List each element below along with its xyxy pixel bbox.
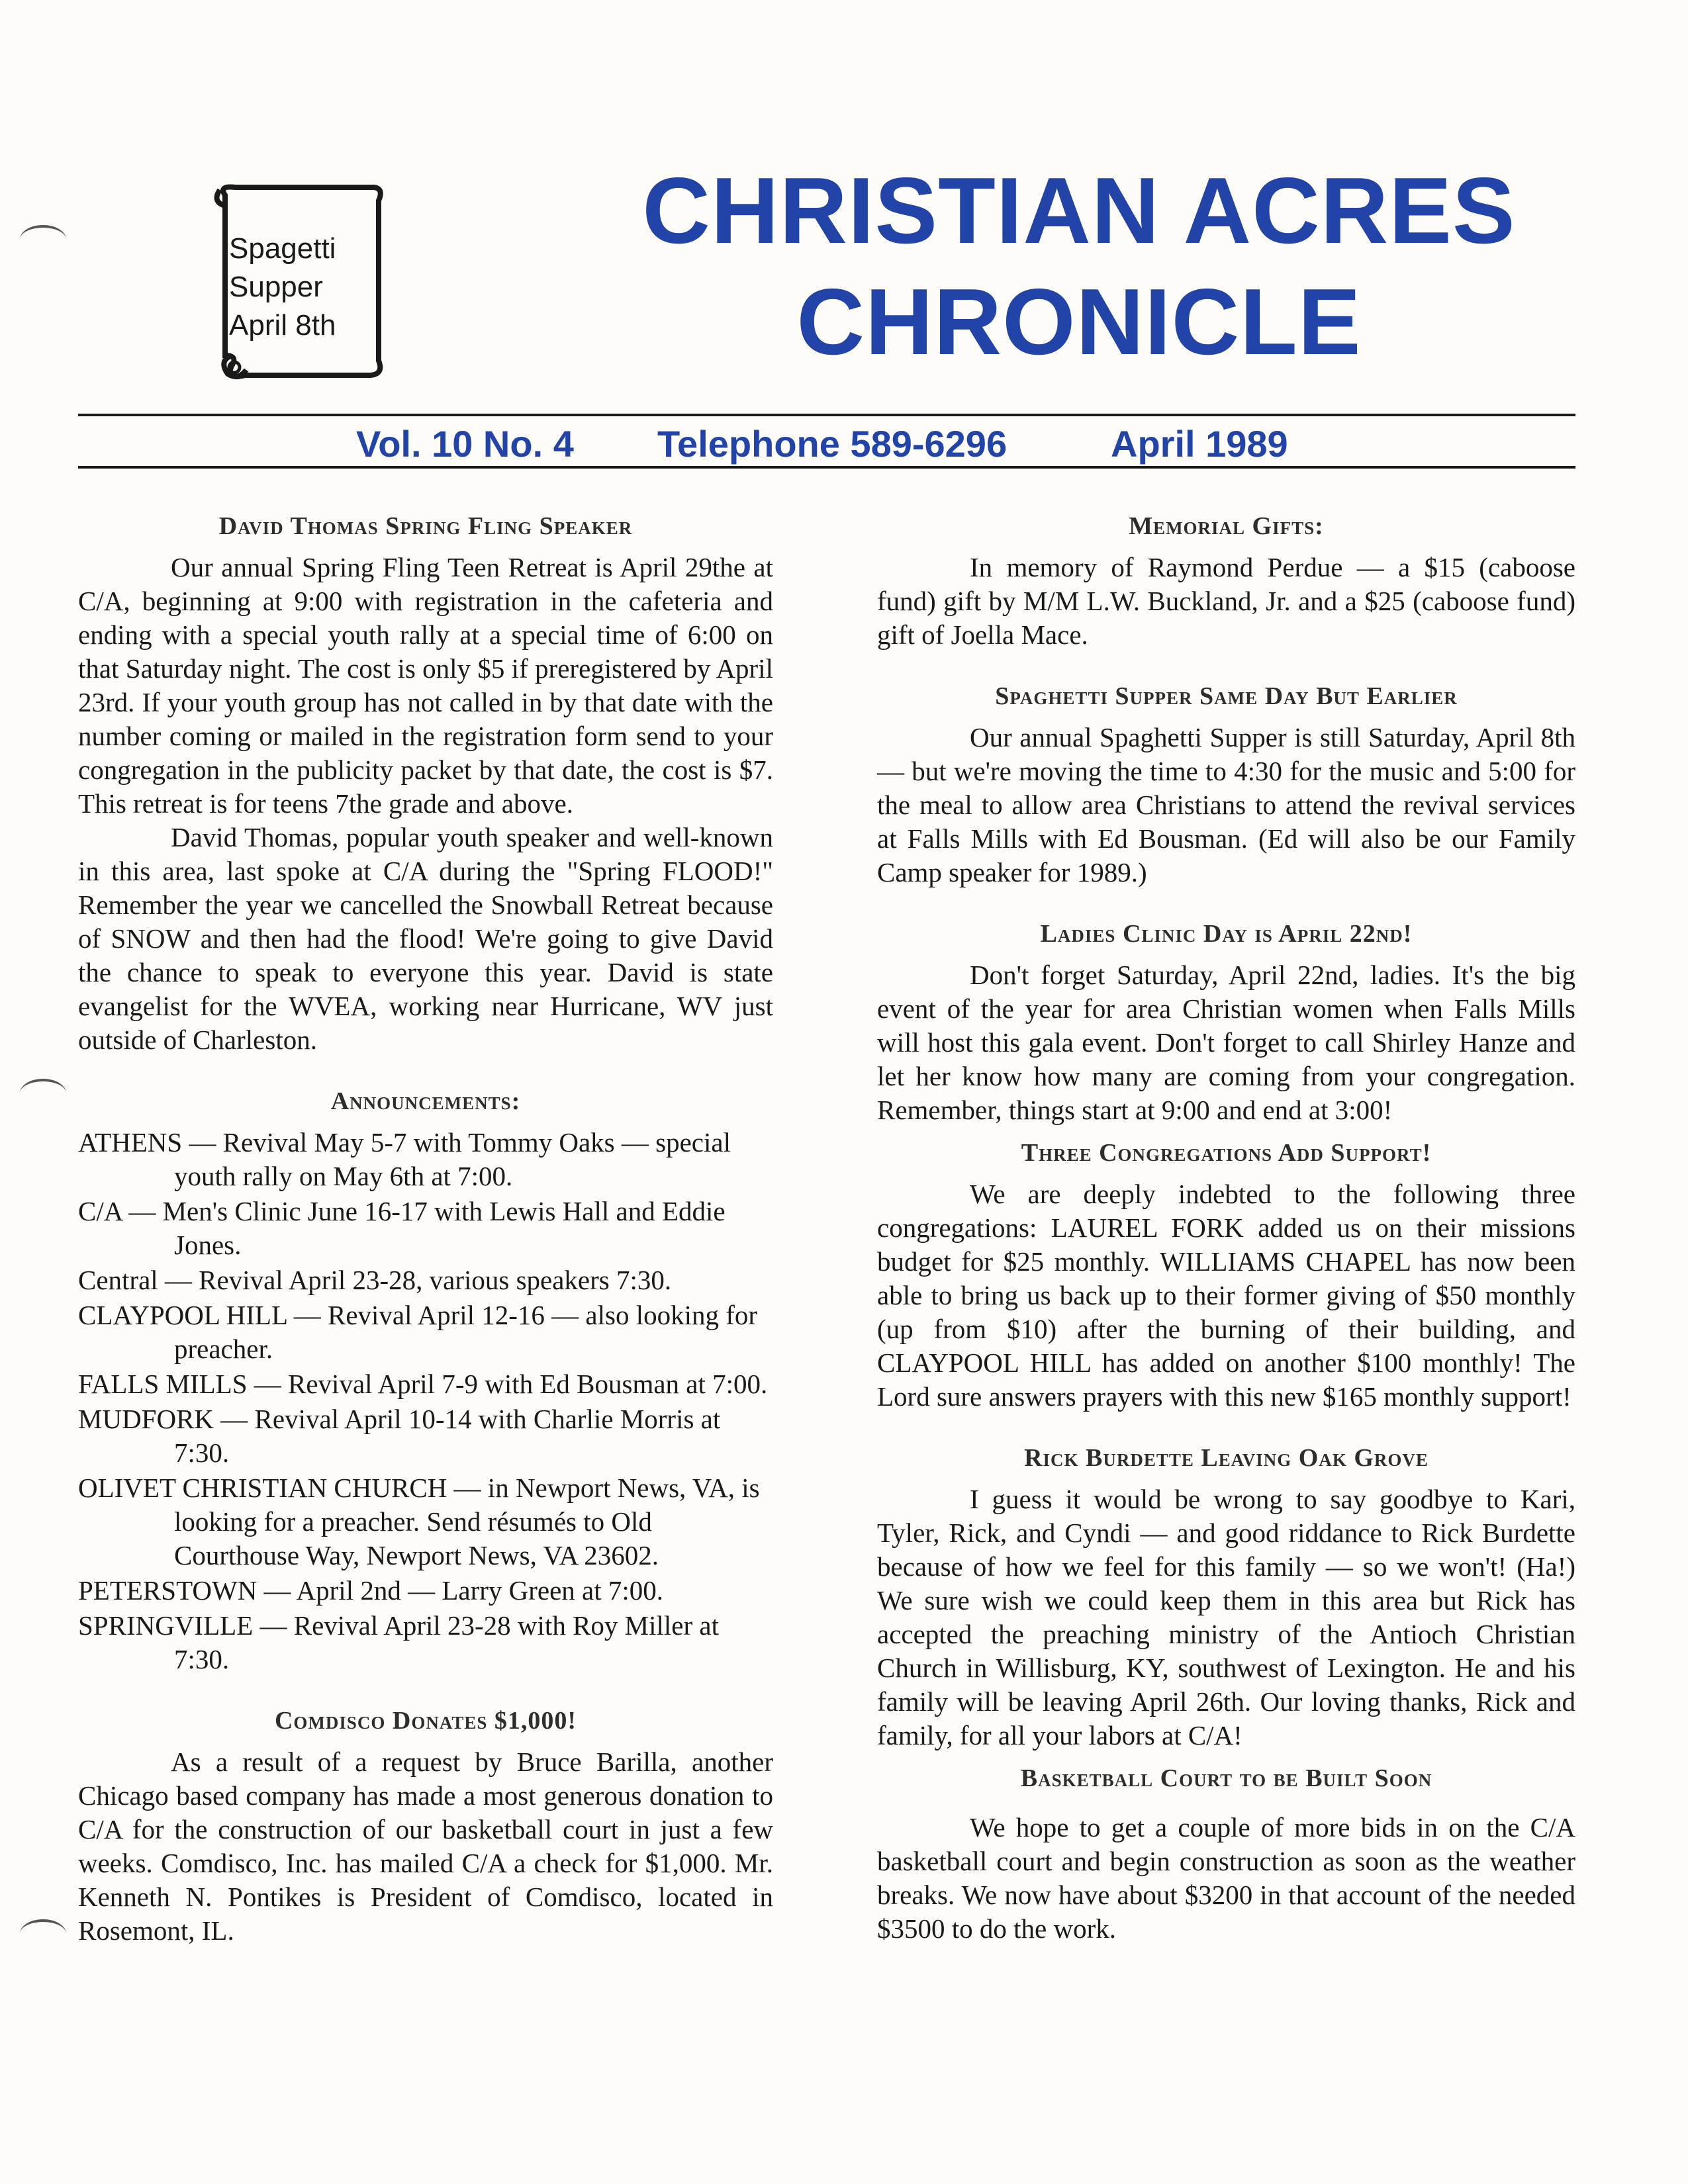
- left-column: [78, 510, 773, 1948]
- article-paragraph: I guess it would be wrong to say goodbye to Kari, Tyler, Rick, and Cyndi — and good riddance to Rick Burdette because of how we feel for this family — so we won't! (Ha!) We sure wish we could keep them in this area but Rick has accepted the preaching ministry of the Antioch Christian Church in Willisburg, KY, southwest of Lexington. He and his family will be leaving April 26th. Our loving thanks, Rick and family, for all your labors at C/A!: [877, 1484, 1575, 1751]
- announcements-list: [78, 1126, 773, 1676]
- article-heading: Basketball Court to be Built Soon: [1020, 1764, 1432, 1792]
- title-line-2: CHRONICLE: [796, 269, 1362, 375]
- list-item: OLIVET CHRISTIAN CHURCH — in Newport News, VA, is looking for a preacher. Send résumés to Old Courthouse Way, Newport News, VA 23602.: [78, 1473, 760, 1570]
- article-paragraph: We are deeply indebted to the following three congregations: LAUREL FORK added us on their missions budget for $25 monthly. WILLIAMS CHAPEL has now been able to bring us back up to their former giving of $50 monthly (up from $10) after the burning of their building, and CLAYPOOL HILL has added on another $100 monthly! The Lord sure answers prayers with this new $165 monthly support!: [877, 1179, 1575, 1412]
- list-item: PETERSTOWN — April 2nd — Larry Green at 7:00.: [78, 1575, 664, 1606]
- punch-hole-mark: [20, 1079, 66, 1108]
- list-item: SPRINGVILLE — Revival April 23-28 with Roy Miller at 7:30.: [78, 1610, 719, 1674]
- list-item: CLAYPOOL HILL — Revival April 12-16 — also looking for preacher.: [78, 1300, 758, 1364]
- newsletter-title: [583, 156, 1575, 378]
- article-paragraph: Our annual Spaghetti Supper is still Saturday, April 8th — but we're moving the time to 4:30 for the music and 5:00 for the meal to allow area Christians to attend the revival services at Falls Mills with Ed Bousman. (Ed will also be our Family Camp speaker for 1989.): [877, 722, 1575, 887]
- top-rule: [78, 414, 1575, 416]
- punch-hole-mark: [20, 225, 66, 254]
- article-paragraph: We hope to get a couple of more bids in on the C/A basketball court and begin construction as soon as the weather breaks. We now have about $3200 in that account of the needed $3500 to do the work.: [877, 1812, 1575, 1944]
- article-paragraph: As a result of a request by Bruce Barilla, another Chicago based company has made a most generous donation to C/A for the construction of our basketball court in just a few weeks. Comdisco, Inc. has mailed C/A a check for $1,000. Mr. Kenneth N. Pontikes is President of Comdisco, located in Rosemont, IL.: [78, 1747, 773, 1946]
- telephone: Telephone 589-6296: [657, 423, 1008, 465]
- article-paragraph: Our annual Spring Fling Teen Retreat is April 29the at C/A, beginning at 9:00 with registration in the cafeteria and ending with a special youth rally at a special time of 6:00 on that Saturday night. The cost is only $5 if preregistered by April 23rd. If your youth group has not called in by that date with the number coming or mailed in the registration form send to your congregation in the publicity packet by that date, the cost is $7. This retreat is for teens 7the grade and above.: [78, 552, 773, 819]
- scroll-line: Supper: [229, 271, 323, 303]
- punch-hole-mark: [20, 1919, 66, 1948]
- spaghetti-supper-scroll: [205, 182, 397, 387]
- article-heading: David Thomas Spring Fling Speaker: [218, 512, 633, 540]
- issue-info-bar: [78, 422, 1575, 469]
- article-heading: Announcements:: [330, 1087, 521, 1115]
- scroll-line: April 8th: [229, 309, 336, 341]
- right-column: [877, 510, 1575, 1946]
- scroll-text: [229, 230, 388, 345]
- article-heading: Ladies Clinic Day is April 22nd!: [1040, 920, 1413, 948]
- issue-date: April 1989: [1111, 423, 1288, 465]
- bottom-rule: [78, 466, 1575, 469]
- article-paragraph: David Thomas, popular youth speaker and well-known in this area, last spoke at C/A during the "Spring FLOOD!" Remember the year we cancelled the Snowball Retreat because of SNOW and then had the flood! We're going to give David the chance to speak to everyone this year. David is state evangelist for the WVEA, working near Hurricane, WV just outside of Charleston.: [78, 822, 773, 1055]
- list-item: Central — Revival April 23-28, various speakers 7:30.: [78, 1265, 672, 1295]
- article-heading: Spaghetti Supper Same Day But Earlier: [995, 682, 1458, 710]
- article-paragraph: In memory of Raymond Perdue — a $15 (caboose fund) gift by M/M L.W. Buckland, Jr. and a $25 (caboose fund) gift of Joella Mace.: [877, 552, 1575, 650]
- article-heading: Three Congregations Add Support!: [1021, 1139, 1432, 1167]
- article-heading: Rick Burdette Leaving Oak Grove: [1024, 1444, 1429, 1472]
- list-item: FALLS MILLS — Revival April 7-9 with Ed Bousman at 7:00.: [78, 1369, 768, 1399]
- list-item: ATHENS — Revival May 5-7 with Tommy Oaks — special youth rally on May 6th at 7:00.: [78, 1127, 731, 1191]
- article-paragraph: Don't forget Saturday, April 22nd, ladies. It's the big event of the year for area Christian women when Falls Mills will host this gala event. Don't forget to call Shirley Hanze and let her know how many are coming from your congregation. Remember, things start at 9:00 and end at 3:00!: [877, 960, 1575, 1125]
- title-line-1: CHRISTIAN ACRES: [642, 158, 1516, 263]
- scroll-line: Spagetti: [229, 232, 336, 265]
- article-heading: Memorial Gifts:: [1129, 512, 1324, 540]
- volume-number: Vol. 10 No. 4: [356, 423, 574, 465]
- list-item: MUDFORK — Revival April 10-14 with Charlie Morris at 7:30.: [78, 1404, 721, 1468]
- article-heading: Comdisco Donates $1,000!: [274, 1707, 577, 1735]
- list-item: C/A — Men's Clinic June 16-17 with Lewis Hall and Eddie Jones.: [78, 1196, 726, 1260]
